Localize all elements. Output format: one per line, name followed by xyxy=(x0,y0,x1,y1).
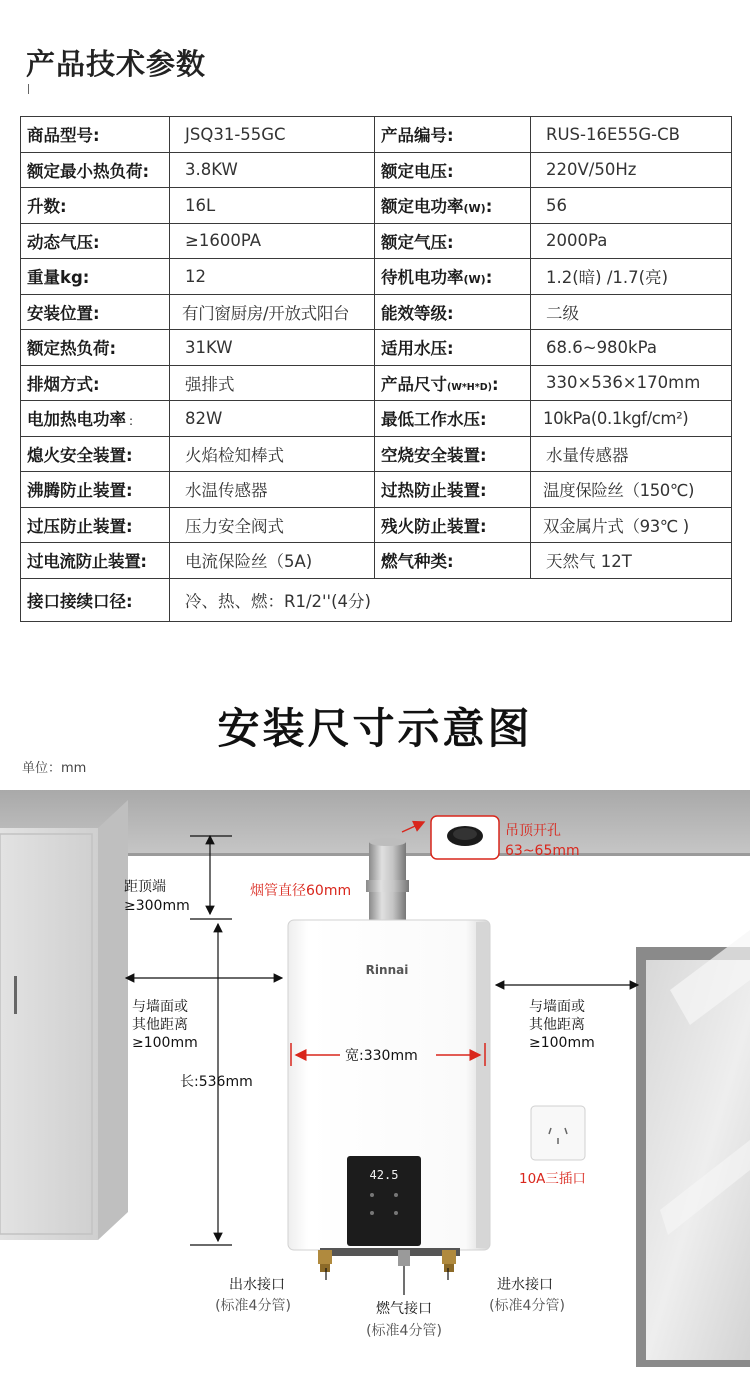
table-row xyxy=(21,507,732,543)
spec-value: 82W xyxy=(170,401,375,437)
table-row xyxy=(21,578,732,621)
spec-key: 重量kg: xyxy=(21,259,170,295)
outlet-note: (标准4分管) xyxy=(215,1298,291,1314)
spec-value: 天然气 12T xyxy=(531,543,732,579)
top-distance-label: 距顶端 xyxy=(124,879,166,895)
spec-value: 68.6~980kPa xyxy=(531,330,732,366)
unit-label: 单位：mm xyxy=(22,761,87,776)
mirror xyxy=(636,930,750,1367)
table-row xyxy=(21,152,732,188)
ceiling-hole-label: 吊顶开孔 xyxy=(505,823,561,839)
spec-value: 水量传感器 xyxy=(531,436,732,472)
spec-value: 1.2(暗) /1.7(亮) xyxy=(531,259,732,295)
spec-table xyxy=(20,116,732,622)
spec-key: 过电流防止装置: xyxy=(21,543,170,579)
spec-value: 水温传感器 xyxy=(170,472,375,508)
spec-key: 额定气压: xyxy=(375,223,531,259)
ceiling-hole-size: 63~65mm xyxy=(505,843,580,859)
spec-key: 燃气种类: xyxy=(375,543,531,579)
spec-key xyxy=(21,401,170,437)
spec-value: 压力安全阀式 xyxy=(170,507,375,543)
spec-value: 3.8KW xyxy=(170,152,375,188)
spec-value: 双金属片式（93℃ ) xyxy=(531,507,732,543)
length-label: 长:536mm xyxy=(180,1074,253,1090)
spec-key-main: 待机电功率 xyxy=(381,268,464,288)
table-row xyxy=(21,401,732,437)
wall-socket xyxy=(531,1106,585,1160)
spec-value: 31KW xyxy=(170,330,375,366)
inlet-label: 进水接口 xyxy=(497,1277,553,1293)
spec-value: 冷、热、燃：R1/2''(4分) xyxy=(170,578,732,621)
outlet-connector xyxy=(318,1250,332,1272)
spec-value: ≥1600PA xyxy=(170,223,375,259)
table-row xyxy=(21,188,732,224)
spec-key-main: 额定电功率 xyxy=(381,197,464,217)
spec-key: 过热防止装置: xyxy=(375,472,531,508)
spec-key: 沸腾防止装置: xyxy=(21,472,170,508)
cabinet xyxy=(0,800,128,1240)
table-row xyxy=(21,223,732,259)
spec-key: 空烧安全装置: xyxy=(375,436,531,472)
spec-key: 升数: xyxy=(21,188,170,224)
spec-key-colon: : xyxy=(129,414,134,429)
left-wall-label-2: 其他距离 xyxy=(132,1017,188,1033)
gas-note: (标准4分管) xyxy=(366,1323,442,1339)
spec-key xyxy=(375,259,531,295)
spec-key: 最低工作水压: xyxy=(375,401,531,437)
spec-value: 12 xyxy=(170,259,375,295)
spec-key-main: 电加热电功率 xyxy=(27,410,126,430)
right-wall-label-2: 其他距离 xyxy=(529,1017,585,1033)
spec-key-unit: (W*H*D) xyxy=(447,381,492,393)
spec-key-colon: : xyxy=(485,268,493,288)
install-title: 安装尺寸示意图 xyxy=(217,704,533,753)
spec-value: 电流保险丝（5A) xyxy=(170,543,375,579)
top-distance-value: ≥300mm xyxy=(124,898,190,914)
title-divider xyxy=(28,84,29,94)
spec-value: 强排式 xyxy=(170,365,375,401)
spec-value: 火焰检知棒式 xyxy=(170,436,375,472)
right-wall-value: ≥100mm xyxy=(529,1035,595,1051)
spec-value: RUS-16E55G-CB xyxy=(531,117,732,153)
spec-key: 产品编号: xyxy=(375,117,531,153)
brand-logo: Rinnai xyxy=(365,963,409,977)
table-row xyxy=(21,472,732,508)
spec-value: JSQ31-55GC xyxy=(170,117,375,153)
installation-diagram xyxy=(0,790,750,1374)
spec-value: 有门窗厨房/开放式阳台 xyxy=(170,294,375,330)
table-row xyxy=(21,365,732,401)
spec-key-main: 产品尺寸 xyxy=(381,374,447,394)
table-row xyxy=(21,117,732,153)
left-wall-value: ≥100mm xyxy=(132,1035,198,1051)
spec-title: 产品技术参数 xyxy=(26,47,207,81)
left-wall-label-1: 与墙面或 xyxy=(132,999,188,1015)
table-row xyxy=(21,294,732,330)
spec-value: 温度保险丝（150℃) xyxy=(531,472,732,508)
diagram-drawing xyxy=(0,790,750,1374)
spec-key-unit: (W) xyxy=(463,273,486,287)
water-heater xyxy=(288,920,490,1272)
pipe-diameter-label: 烟管直径60mm xyxy=(250,883,352,899)
inlet-connector xyxy=(442,1250,456,1272)
table-row xyxy=(21,436,732,472)
spec-value: 10kPa(0.1kgf/cm²) xyxy=(531,401,732,437)
spec-key: 残火防止装置: xyxy=(375,507,531,543)
spec-key-colon: : xyxy=(485,197,493,217)
spec-key: 适用水压: xyxy=(375,330,531,366)
gas-label: 燃气接口 xyxy=(376,1301,432,1317)
spec-value: 220V/50Hz xyxy=(531,152,732,188)
cabinet-handle xyxy=(14,976,17,1014)
spec-key-colon: : xyxy=(491,374,499,394)
flue-pipe xyxy=(366,838,409,922)
spec-value: 二级 xyxy=(531,294,732,330)
spec-key: 额定电压: xyxy=(375,152,531,188)
spec-key: 排烟方式: xyxy=(21,365,170,401)
table-row xyxy=(21,259,732,295)
table-row xyxy=(21,543,732,579)
spec-key: 额定最小热负荷: xyxy=(21,152,170,188)
spec-key xyxy=(375,188,531,224)
spec-value: 2000Pa xyxy=(531,223,732,259)
socket-label: 10A三插口 xyxy=(519,1171,586,1187)
outlet-label: 出水接口 xyxy=(229,1277,285,1293)
spec-key: 接口接续口径: xyxy=(21,578,170,621)
spec-key: 过压防止装置: xyxy=(21,507,170,543)
width-label: 宽:330mm xyxy=(345,1048,418,1064)
spec-key-unit: (W) xyxy=(463,202,486,216)
spec-key: 商品型号: xyxy=(21,117,170,153)
spec-key: 能效等级: xyxy=(375,294,531,330)
gas-connector xyxy=(398,1250,410,1266)
spec-key: 熄火安全装置: xyxy=(21,436,170,472)
spec-key xyxy=(375,365,531,401)
right-wall-label-1: 与墙面或 xyxy=(529,999,585,1015)
spec-value: 56 xyxy=(531,188,732,224)
temperature-display: 42.5 xyxy=(369,1168,399,1182)
spec-key: 安装位置: xyxy=(21,294,170,330)
spec-key: 动态气压: xyxy=(21,223,170,259)
inlet-note: (标准4分管) xyxy=(489,1298,565,1314)
spec-value: 330×536×170mm xyxy=(531,365,732,401)
spec-key: 额定热负荷: xyxy=(21,330,170,366)
spec-value: 16L xyxy=(170,188,375,224)
table-row xyxy=(21,330,732,366)
